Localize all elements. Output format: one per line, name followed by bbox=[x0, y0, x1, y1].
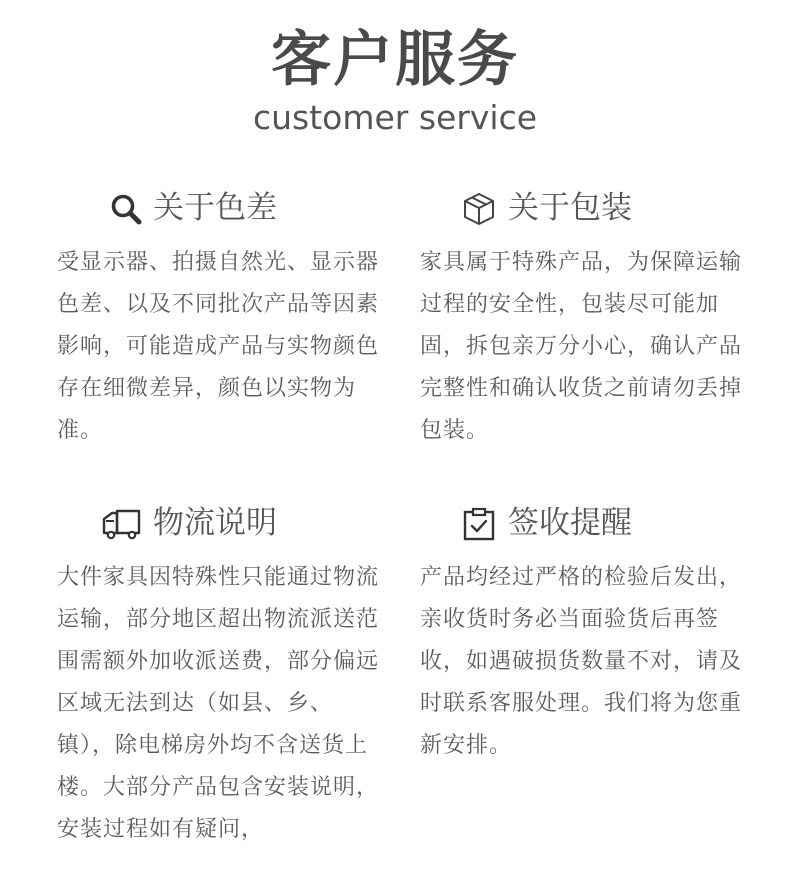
truck-icon bbox=[102, 507, 142, 541]
page-title: 客户服务 bbox=[271, 25, 519, 95]
section-title: 关于包装 bbox=[508, 190, 632, 226]
section-title: 签收提醒 bbox=[508, 505, 632, 541]
section-header bbox=[420, 186, 750, 230]
clipboard-check-icon bbox=[462, 507, 496, 541]
section-text: 家具属于特殊产品，为保障运输过程的安全性，包装尽可能加固，拆包亲万分小心，确认产品完整性和确认收货之前请勿丢掉包装。 bbox=[420, 250, 743, 443]
search-icon bbox=[109, 192, 143, 226]
section-title: 关于色差 bbox=[153, 190, 277, 226]
section-text: 产品均经过严格的检验后发出，亲收货时务必当面验货后再签收，如遇破损货数量不对，请及时联系客服处理。我们将为您重新安排。 bbox=[420, 565, 743, 758]
box-icon bbox=[462, 192, 496, 226]
section-header bbox=[57, 501, 387, 545]
section-text: 大件家具因特殊性只能通过物流运输，部分地区超出物流派送范围需额外加收派送费，部分偏远区域无法到达（如县、乡、镇），除电梯房外均不含送货上楼。大部分产品包含安装说明，安装过程如有疑问， bbox=[57, 565, 380, 842]
page-subtitle: customer service bbox=[252, 98, 538, 137]
section-header bbox=[420, 501, 750, 545]
section-text: 受显示器、拍摄自然光、显示器色差、以及不同批次产品等因素影响，可能造成产品与实物颜色存在细微差异，颜色以实物为准。 bbox=[57, 250, 380, 443]
section-header bbox=[57, 186, 387, 230]
section-title: 物流说明 bbox=[153, 505, 277, 541]
